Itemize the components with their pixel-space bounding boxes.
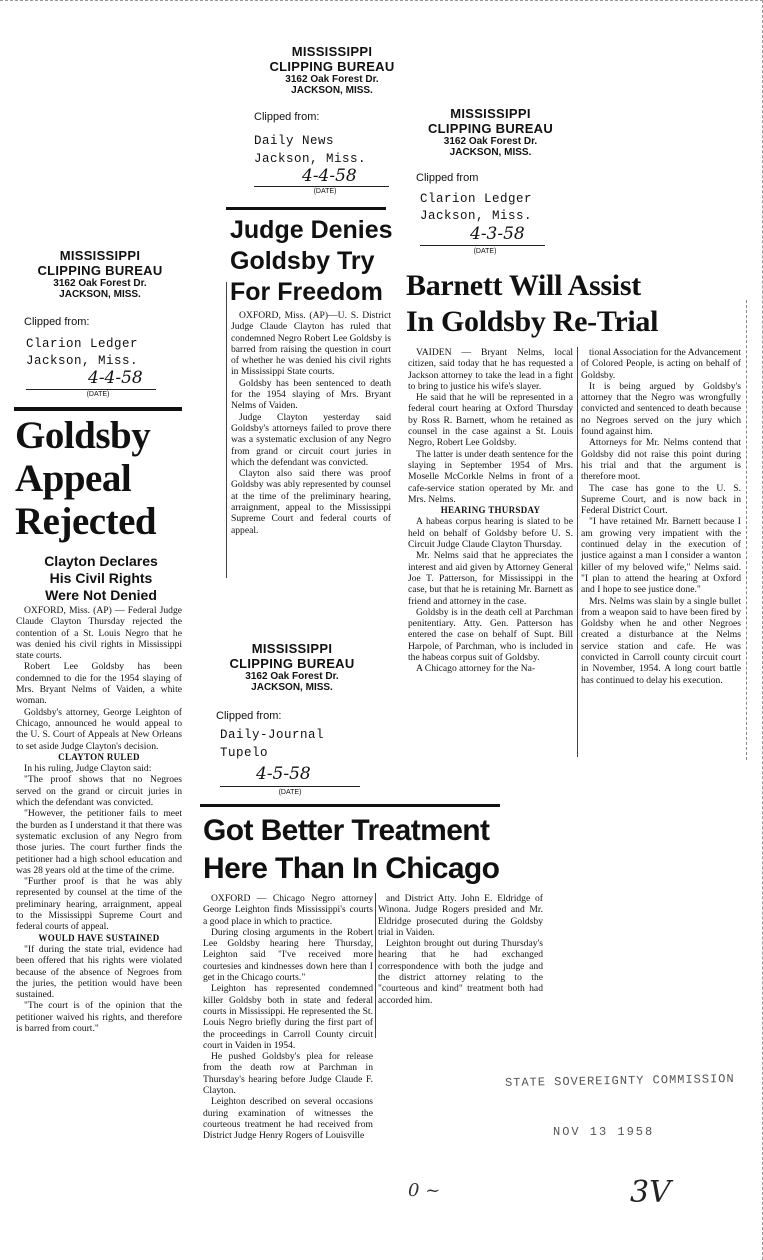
headline-line: Rejected xyxy=(15,500,157,543)
article-barnett-col2 xyxy=(581,347,741,759)
paragraph: Goldsby's attorney, George Leighton of Chicago, announced he would appeal to the U. S. Court of Appeals at New Orleans to set aside Judge Clayton's decision. xyxy=(16,706,182,752)
date-line xyxy=(254,186,389,187)
paragraph: Robert Lee Goldsby has been condemned to die for the 1954 slaying of Mrs. Bryant Nelms of Vaiden, a white woman. xyxy=(16,661,182,707)
paragraph: "I have retained Mr. Barnett because I am growing very impatient with the continued delay in the execution of justice against a man I consider a wanton killer of my beloved wife," Nelms said. "I plan to attend the hearing at Oxford and I hope to see justice done." xyxy=(581,516,741,596)
column-rule xyxy=(577,347,578,757)
bureau-name-line2: CLIPPING BUREAU xyxy=(427,121,554,136)
headline-line: Here Than In Chicago xyxy=(203,852,500,885)
handwritten-date: 4-4-58 xyxy=(302,166,357,186)
bureau-city: JACKSON, MISS. xyxy=(449,147,532,158)
bureau-city: JACKSON, MISS. xyxy=(59,289,141,300)
paragraph: Leighton brought out during Thursday's hearing that he had exchanged correspondence with both the judge and the district attorney relating to the "courteous and kind" treatment both had accorded him. xyxy=(378,938,543,1006)
paragraph: During closing arguments in the Robert Lee Goldsby hearing here Thursday, Leighton said "I've received more courtesies and kindnesses down here than I get in the Chicago courts." xyxy=(203,926,373,984)
bureau-city: JACKSON, MISS. xyxy=(251,682,333,693)
article-treatment-headline xyxy=(203,812,503,888)
headline-line: Goldsby xyxy=(15,414,151,457)
article-appeal-subhead xyxy=(20,553,182,604)
paragraph: Mr. Nelms said that he appreciates the interest and aid given by Attorney General Joe T. Patterson, for Mississippi in the case, but that he is retaining Mr. Barnett as friend and attorney in the case. xyxy=(408,550,573,607)
column-rule xyxy=(375,893,376,1038)
paragraph: and District Atty. John E. Eldridge of Winona. Judge Rogers presided and Mr. Eldridge prosecuted during the Goldsby trial in Vaiden. xyxy=(378,893,543,938)
bureau-address: 3162 Oak Forest Dr. xyxy=(245,671,339,682)
source-name: Clarion Ledger xyxy=(26,337,139,351)
paragraph: A habeas corpus hearing is slated to be held on behalf of Goldsby before U. S. Circuit Judge Claude Clayton Thursday. xyxy=(408,516,573,551)
bureau-address: 3162 Oak Forest Dr. xyxy=(53,278,147,289)
bureau-name-line2: CLIPPING BUREAU xyxy=(37,263,163,278)
subhead-line: Were Not Denied xyxy=(45,587,157,603)
bureau-name-line1: MISSISSIPPI xyxy=(59,248,141,263)
date-label: (DATE) xyxy=(473,248,497,255)
clip-edge xyxy=(746,300,747,760)
paragraph: In his ruling, Judge Clayton said: xyxy=(24,763,152,775)
paragraph: Goldsby has been sentenced to death for the 1954 slaying of Mrs. Bryant Nelms of Vaiden. xyxy=(231,377,391,412)
section-subhead: CLAYTON RULED xyxy=(58,751,140,762)
subhead-line: His Civil Rights xyxy=(49,570,153,586)
paragraph: It is being argued by Goldsby's attorney that the Negro was wrongfully convicted and sentenced to death because no Negroes served on the jury which found against him. xyxy=(581,380,741,438)
headline-line: For Freedom xyxy=(230,278,383,306)
source-city: Jackson, Miss. xyxy=(26,354,139,368)
headline-line: Judge Denies xyxy=(230,216,393,244)
date-line xyxy=(26,389,156,390)
section-subhead: WOULD HAVE SUSTAINED xyxy=(38,932,160,943)
article-rule xyxy=(226,207,386,210)
paragraph: "Further proof is that he was ably represented by counsel at the time of the preliminary hearing, arraignment, appeal to the Mississippi Supreme Court and federal courts of appeal. xyxy=(16,876,182,933)
paragraph: "The proof shows that no Negroes served on the grand or circuit juries in which the defendant was convicted. xyxy=(16,774,182,809)
subhead-line: Clayton Declares xyxy=(44,553,158,569)
paragraph: OXFORD, Miss. (AP)—U. S. District Judge Claude Clayton has ruled that condemned Negro Robert Lee Goldsby is barred from raising the question in court of whether he was denied his civil rights in Mississippi State courts. xyxy=(231,310,391,378)
bureau-name-line2: CLIPPING BUREAU xyxy=(269,59,395,74)
bureau-header-top-right xyxy=(418,106,563,158)
handwritten-date: 4-3-58 xyxy=(470,224,525,244)
article-rule xyxy=(14,407,182,411)
column-rule xyxy=(226,282,227,578)
source-name: Clarion Ledger xyxy=(420,192,533,206)
marginal-mark: 0 ~ xyxy=(408,1180,441,1201)
date-line xyxy=(420,245,545,246)
article-barnett-headline xyxy=(406,268,746,340)
article-treatment-col2 xyxy=(378,893,543,1041)
paragraph: He said that he will be represented in a federal court hearing at Oxford Thursday by Ross R. Barnett, whom he retained as counsel in the case against a St. Louis Negro, Robert Lee Goldsby. xyxy=(408,392,573,449)
bureau-header-top-center xyxy=(262,44,402,96)
source-name: Daily News xyxy=(254,134,335,148)
headline-line: In Goldsby Re-Trial xyxy=(406,305,659,338)
bureau-header-mid-center xyxy=(222,641,362,693)
paragraph: He pushed Goldsby's plea for release from the death row at Parchman in Thursday's hearing before Judge Claude F. Clayton. xyxy=(203,1051,373,1097)
headline-line: Barnett Will Assist xyxy=(406,269,641,302)
paragraph: Clayton also said there was proof Goldsby was ably represented by counsel at the time of the preliminary hearing, arraignment, appeal to the Mississippi Supreme Court and federal courts of appeal. xyxy=(231,468,391,536)
source-city: Tupelo xyxy=(220,746,269,760)
bureau-name-line1: MISSISSIPPI xyxy=(291,44,373,59)
paragraph: The case has gone to the U. S. Supreme Court, and is now back in Federal District Court. xyxy=(581,482,741,517)
article-denies-headline xyxy=(230,215,395,308)
bureau-name-line1: MISSISSIPPI xyxy=(251,641,333,656)
article-denies-body xyxy=(231,310,391,582)
paragraph: Goldsby is in the death cell at Parchman penitentiary. Atty. Gen. Patterson has entered the case on behalf of Supt. Bill Harpole, of Parchman, who is included in the habeas corpus suit of Goldsby. xyxy=(408,606,573,664)
paragraph: Mrs. Nelms was slain by a single bullet from a weapon said to have been fired by Goldsby when he and other Negroes created a disturbance at the Nelms service station and cafe. He was convicted in Carroll county circuit court in November, 1954. A long court battle has continued to delay his execution. xyxy=(581,595,741,686)
paragraph: A Chicago attorney for the Na- xyxy=(416,663,536,675)
initials-mark: 3V xyxy=(630,1175,671,1210)
paragraph: "The court is of the opinion that the petitioner waived his rights, and therefore is barred from court." xyxy=(16,1000,182,1034)
headline-line: Goldsby Try xyxy=(230,247,375,275)
clipped-from-label: Clipped from: xyxy=(216,710,282,722)
clipped-from-label: Clipped from: xyxy=(254,111,320,123)
paragraph: Leighton described on several occasions during examination of witnesses the courteous treatment he had received from District Judge Henry Rogers of Louisville xyxy=(203,1096,373,1142)
paragraph: "If during the state trial, evidence had been offered that his rights were violated because of the absence of Negroes from the juries, the petition would have been sustained. xyxy=(16,943,182,1001)
bureau-header-left xyxy=(30,248,170,300)
clipped-from-label: Clipped from: xyxy=(24,316,90,328)
receipt-stamp-title: STATE SOVEREIGNTY COMMISSION xyxy=(504,1071,735,1091)
date-label: (DATE) xyxy=(86,391,110,398)
paragraph: Judge Clayton yesterday said Goldsby's attorneys failed to prove there was a systematic exclusion of any Negro from grand or circuit court juries in which the defendant was convicted. xyxy=(231,411,391,468)
date-line xyxy=(220,786,360,787)
date-label: (DATE) xyxy=(278,789,302,796)
paragraph: tional Association for the Advancement of Colored People, is acting on behalf of Goldsby. xyxy=(581,347,741,381)
bureau-name-line2: CLIPPING BUREAU xyxy=(229,656,355,671)
paragraph: "However, the petitioner fails to meet the burden as I understand it that there was systematic exclusion of any Negro from those juries. The court further finds the petitioner had a high school education and was 28 years old at the time of the crime. xyxy=(16,808,182,876)
headline-line: Appeal xyxy=(15,457,132,500)
date-label: (DATE) xyxy=(313,188,337,195)
paragraph: VAIDEN — Bryant Nelms, local citizen, said today that he has requested a Jackson attorney to take the lead in a fight to bring to justice his wife's slayer. xyxy=(408,347,573,392)
handwritten-date: 4-5-58 xyxy=(256,764,311,784)
bureau-address: 3162 Oak Forest Dr. xyxy=(285,74,379,85)
article-treatment-col1 xyxy=(203,893,373,1191)
paragraph: The latter is under death sentence for the slaying in September 1954 of Mrs. Moselle McCorkle Nelms in front of a cafe-service station operated by Mr. and Mrs. Nelms. xyxy=(408,448,573,505)
clipped-from-label: Clipped from xyxy=(416,172,479,184)
article-barnett-col1 xyxy=(408,347,573,759)
article-rule xyxy=(200,804,500,807)
handwritten-date: 4-4-58 xyxy=(88,368,143,388)
bureau-address: 3162 Oak Forest Dr. xyxy=(443,136,538,147)
headline-line: Got Better Treatment xyxy=(203,814,490,847)
paragraph: Attorneys for Mr. Nelms contend that Goldsby did not raise this point during his trial and that the argument is therefore moot. xyxy=(581,437,741,483)
paragraph: OXFORD — Chicago Negro attorney George Leighton finds Mississippi's courts a good place in which to practice. xyxy=(203,893,373,927)
bureau-name-line1: MISSISSIPPI xyxy=(450,106,531,121)
source-city: Jackson, Miss. xyxy=(420,209,533,223)
article-appeal-body xyxy=(16,605,182,1173)
section-subhead: HEARING THURSDAY xyxy=(440,505,541,516)
receipt-stamp-date: NOV 13 1958 xyxy=(553,1125,655,1139)
paragraph: Leighton has represented condemned killer Goldsby both in state and federal courts in Mississippi. He represented the St. Louis Negro briefly during the first part of the proceedings in Carroll County circuit court in Vaiden in 1954. xyxy=(203,983,373,1051)
paragraph: OXFORD, Miss. (AP) — Federal Judge Claude Clayton Thursday rejected the contention of a St. Louis Negro that he was denied his civil rights in Mississippi state courts. xyxy=(16,605,182,662)
article-appeal-headline xyxy=(15,414,185,543)
source-name: Daily-Journal xyxy=(220,728,325,742)
bureau-city: JACKSON, MISS. xyxy=(291,85,373,96)
source-city: Jackson, Miss. xyxy=(254,152,367,166)
